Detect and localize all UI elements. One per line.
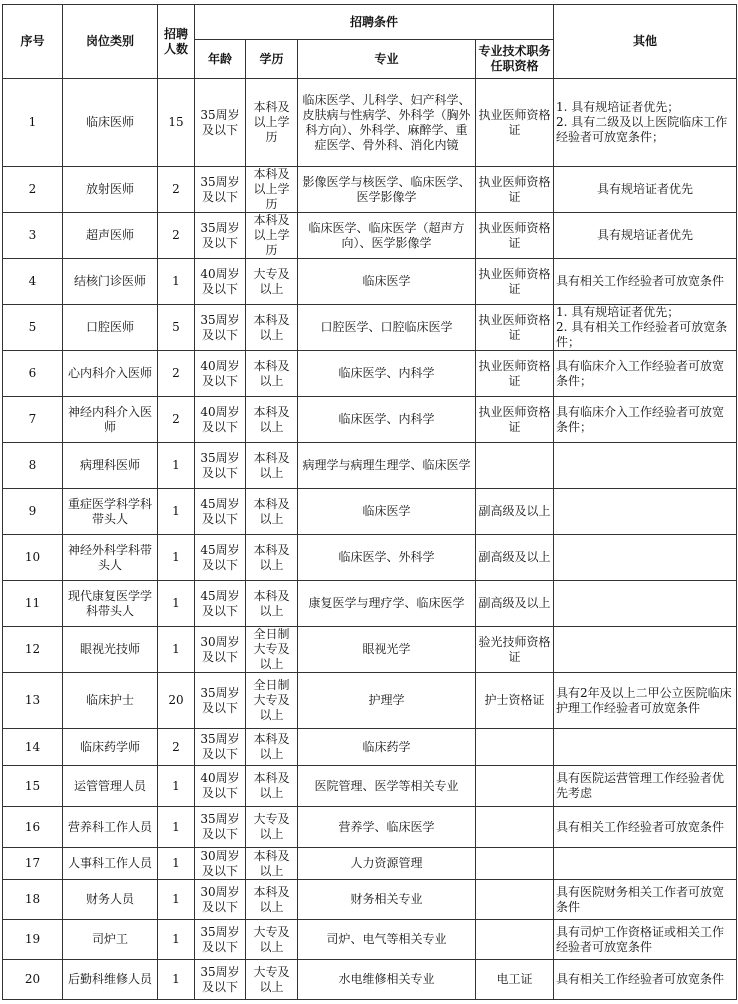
cell-age: 35周岁及以下 [195,167,246,213]
cell-other: 具有司炉工作资格证或相关工作经验者可放宽条件 [554,920,737,960]
cell-major: 医院管理、医学等相关专业 [298,766,476,807]
table-row [3,259,737,305]
cell-other: 具有规培证者优先 [554,167,737,213]
cell-count: 1 [158,766,195,807]
cell-category: 司炉工 [63,920,158,960]
cell-category: 临床医师 [63,79,158,167]
cell-category: 病理科医师 [63,443,158,489]
cell-major: 临床医学、外科学 [298,535,476,581]
cell-education: 本科及以上 [246,581,298,627]
cell-category: 营养科工作人员 [63,807,158,848]
cell-major: 人力资源管理 [298,848,476,880]
cell-qualification [476,807,554,848]
cell-other [554,489,737,535]
cell-major: 口腔医学、口腔临床医学 [298,305,476,351]
recruitment-table [2,4,737,1000]
cell-qualification: 电工证 [476,960,554,1000]
cell-other [554,729,737,766]
cell-no: 16 [3,807,63,848]
cell-count: 2 [158,351,195,397]
cell-category: 心内科介入医师 [63,351,158,397]
cell-category: 人事科工作人员 [63,848,158,880]
cell-major: 影像医学与核医学、临床医学、医学影像学 [298,167,476,213]
table-row [3,79,737,167]
cell-major: 临床医学、内科学 [298,397,476,443]
cell-no: 6 [3,351,63,397]
cell-other: 1. 具有规培证者优先； 2. 具有相关工作经验者可放宽条件； [554,305,737,351]
cell-other [554,443,737,489]
cell-age: 35周岁及以下 [195,305,246,351]
cell-education: 全日制大专及以上 [246,627,298,673]
cell-other: 具有临床介入工作经验者可放宽条件； [554,397,737,443]
cell-other: 具有医院运营管理工作经验者优先考虑 [554,766,737,807]
cell-education: 本科及以上 [246,443,298,489]
cell-count: 1 [158,848,195,880]
table-row [3,351,737,397]
cell-age: 35周岁及以下 [195,79,246,167]
table-row [3,920,737,960]
cell-major: 临床医学 [298,259,476,305]
cell-category: 财务人员 [63,880,158,920]
cell-major: 临床药学 [298,729,476,766]
cell-education: 本科及以上 [246,848,298,880]
cell-education: 本科及以上学历 [246,167,298,213]
cell-count: 2 [158,397,195,443]
cell-no: 15 [3,766,63,807]
cell-count: 1 [158,259,195,305]
cell-qualification: 执业医师资格证 [476,397,554,443]
cell-category: 临床护士 [63,673,158,729]
cell-count: 1 [158,920,195,960]
cell-category: 结核门诊医师 [63,259,158,305]
cell-count: 15 [158,79,195,167]
cell-age: 35周岁及以下 [195,807,246,848]
cell-no: 17 [3,848,63,880]
table-row [3,848,737,880]
table-row [3,581,737,627]
cell-major: 水电维修相关专业 [298,960,476,1000]
cell-age: 40周岁及以下 [195,259,246,305]
cell-other [554,581,737,627]
cell-other [554,848,737,880]
cell-count: 1 [158,960,195,1000]
cell-count: 1 [158,489,195,535]
cell-qualification [476,920,554,960]
cell-major: 司炉、电气等相关专业 [298,920,476,960]
cell-no: 2 [3,167,63,213]
cell-education: 本科及以上学历 [246,79,298,167]
cell-qualification: 执业医师资格证 [476,305,554,351]
table-row [3,627,737,673]
cell-education: 本科及以上 [246,729,298,766]
cell-count: 5 [158,305,195,351]
cell-major: 临床医学、临床医学（超声方向）、医学影像学 [298,213,476,259]
table-row [3,213,737,259]
cell-age: 30周岁及以下 [195,848,246,880]
cell-other: 具有相关工作经验者可放宽条件 [554,807,737,848]
cell-category: 神经外科学科带头人 [63,535,158,581]
cell-category: 现代康复医学学科带头人 [63,581,158,627]
cell-age: 45周岁及以下 [195,489,246,535]
cell-age: 45周岁及以下 [195,581,246,627]
cell-category: 口腔医师 [63,305,158,351]
cell-qualification: 副高级及以上 [476,581,554,627]
table-row [3,729,737,766]
cell-count: 20 [158,673,195,729]
table-row [3,535,737,581]
cell-major: 临床医学、内科学 [298,351,476,397]
cell-no: 3 [3,213,63,259]
cell-age: 45周岁及以下 [195,535,246,581]
cell-qualification [476,729,554,766]
table-row [3,807,737,848]
cell-major: 临床医学、儿科学、妇产科学、皮肤病与性病学、外科学（胸外科方向）、外科学、麻醉学、重症医学、骨外科、消化内镜 [298,79,476,167]
cell-age: 35周岁及以下 [195,729,246,766]
cell-count: 1 [158,880,195,920]
header-qualification: 专业技术职务任职资格 [476,40,554,79]
cell-other: 具有相关工作经验者可放宽条件 [554,259,737,305]
cell-no: 12 [3,627,63,673]
cell-other: 具有规培证者优先 [554,213,737,259]
cell-no: 9 [3,489,63,535]
cell-major: 眼视光学 [298,627,476,673]
cell-other [554,535,737,581]
cell-age: 40周岁及以下 [195,766,246,807]
cell-count: 2 [158,167,195,213]
header-conditions: 招聘条件 [195,5,554,40]
cell-major: 营养学、临床医学 [298,807,476,848]
cell-age: 30周岁及以下 [195,627,246,673]
cell-no: 10 [3,535,63,581]
table-row [3,167,737,213]
cell-education: 本科及以上 [246,880,298,920]
cell-no: 4 [3,259,63,305]
cell-education: 大专及以上 [246,807,298,848]
header-no: 序号 [3,5,63,79]
cell-qualification [476,880,554,920]
header-count: 招聘人数 [158,5,195,79]
cell-qualification: 验光技师资格证 [476,627,554,673]
table-body [3,79,737,1000]
cell-count: 2 [158,213,195,259]
cell-no: 8 [3,443,63,489]
cell-count: 1 [158,581,195,627]
cell-no: 20 [3,960,63,1000]
cell-no: 14 [3,729,63,766]
cell-other: 具有临床介入工作经验者可放宽条件； [554,351,737,397]
cell-no: 5 [3,305,63,351]
cell-major: 护理学 [298,673,476,729]
cell-other: 具有医院财务相关工作者可放宽条件 [554,880,737,920]
header-age: 年龄 [195,40,246,79]
cell-qualification: 执业医师资格证 [476,167,554,213]
cell-education: 大专及以上 [246,259,298,305]
cell-other: 具有相关工作经验者可放宽条件 [554,960,737,1000]
cell-category: 放射医师 [63,167,158,213]
cell-education: 本科及以上学历 [246,213,298,259]
cell-category: 后勤科维修人员 [63,960,158,1000]
cell-category: 眼视光技师 [63,627,158,673]
table-row [3,880,737,920]
cell-qualification: 执业医师资格证 [476,351,554,397]
cell-no: 18 [3,880,63,920]
cell-major: 病理学与病理生理学、临床医学 [298,443,476,489]
cell-age: 35周岁及以下 [195,443,246,489]
cell-other: 具有2年及以上二甲公立医院临床护理工作经验者可放宽条件 [554,673,737,729]
cell-qualification [476,848,554,880]
header-category: 岗位类别 [63,5,158,79]
cell-education: 大专及以上 [246,920,298,960]
cell-qualification: 副高级及以上 [476,535,554,581]
cell-no: 7 [3,397,63,443]
cell-education: 本科及以上 [246,489,298,535]
table-row [3,305,737,351]
cell-qualification: 执业医师资格证 [476,259,554,305]
header-education: 学历 [246,40,298,79]
cell-age: 35周岁及以下 [195,213,246,259]
table-row [3,489,737,535]
cell-age: 40周岁及以下 [195,351,246,397]
cell-qualification: 执业医师资格证 [476,213,554,259]
cell-qualification: 执业医师资格证 [476,79,554,167]
cell-age: 35周岁及以下 [195,673,246,729]
cell-no: 19 [3,920,63,960]
cell-count: 1 [158,443,195,489]
cell-count: 1 [158,627,195,673]
table-row [3,443,737,489]
cell-no: 13 [3,673,63,729]
cell-no: 1 [3,79,63,167]
cell-age: 30周岁及以下 [195,880,246,920]
cell-qualification [476,766,554,807]
cell-major: 临床医学 [298,489,476,535]
cell-education: 本科及以上 [246,766,298,807]
cell-category: 运管管理人员 [63,766,158,807]
cell-count: 2 [158,729,195,766]
cell-count: 1 [158,807,195,848]
cell-education: 本科及以上 [246,351,298,397]
cell-category: 临床药学师 [63,729,158,766]
table-row [3,397,737,443]
header-other: 其他 [554,5,737,79]
cell-age: 35周岁及以下 [195,960,246,1000]
table-row [3,960,737,1000]
cell-major: 财务相关专业 [298,880,476,920]
cell-no: 11 [3,581,63,627]
cell-count: 1 [158,535,195,581]
header-major: 专业 [298,40,476,79]
cell-age: 35周岁及以下 [195,920,246,960]
cell-other [554,627,737,673]
cell-qualification: 副高级及以上 [476,489,554,535]
cell-education: 本科及以上 [246,305,298,351]
cell-other: 1. 具有规培证者优先； 2. 具有二级及以上医院临床工作经验者可放宽条件； [554,79,737,167]
table-row [3,673,737,729]
cell-age: 40周岁及以下 [195,397,246,443]
cell-major: 康复医学与理疗学、临床医学 [298,581,476,627]
cell-category: 神经内科介入医师 [63,397,158,443]
cell-education: 大专及以上 [246,960,298,1000]
cell-education: 全日制大专及以上 [246,673,298,729]
cell-qualification: 护士资格证 [476,673,554,729]
cell-education: 本科及以上 [246,535,298,581]
table-row [3,766,737,807]
cell-category: 重症医学科学科带头人 [63,489,158,535]
cell-education: 本科及以上 [246,397,298,443]
cell-qualification [476,443,554,489]
cell-category: 超声医师 [63,213,158,259]
